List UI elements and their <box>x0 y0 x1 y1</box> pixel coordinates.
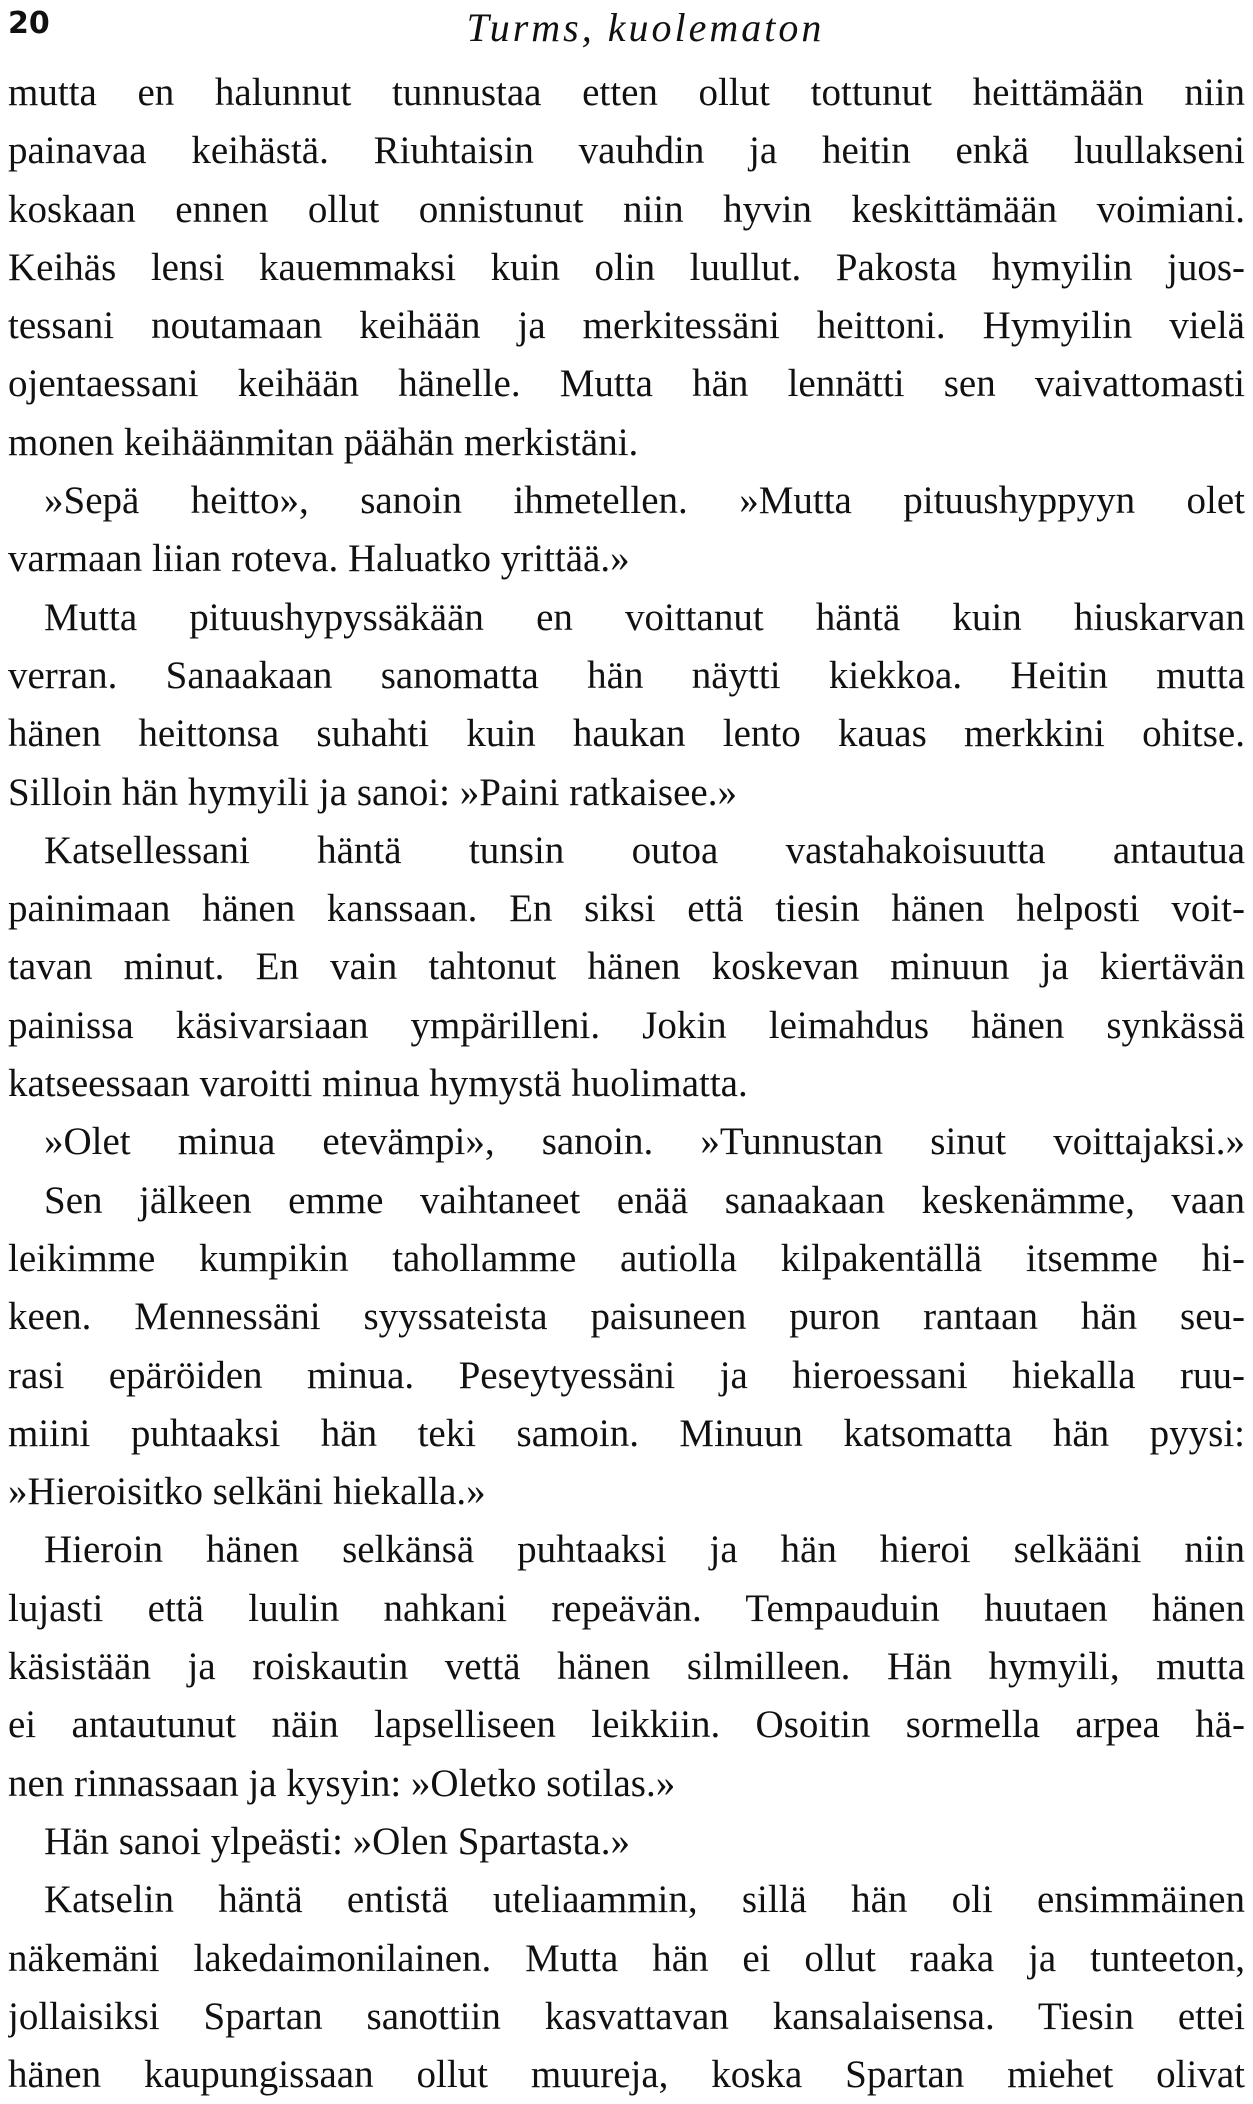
text-line: jollaisiksi Spartan sanottiin kasvattavan kansalaisensa. Tiesin ettei <box>8 1994 1245 2038</box>
text-line: ei antautunut näin lapselliseen leikkiin. Osoitin sormella arpea hä- <box>8 1703 1245 1747</box>
text-line: keen. Mennessäni syyssateista paisuneen puron rantaan hän seu- <box>8 1295 1245 1339</box>
text-line: hänen heittonsa suhahti kuin haukan lento kauas merkkini ohitse. <box>8 712 1245 756</box>
text-line: Hän sanoi ylpeästi: »Olen Spartasta.» <box>44 1819 630 1863</box>
text-line: verran. Sanaakaan sanomatta hän näytti kiekkoa. Heitin mutta <box>8 653 1245 697</box>
page-number: 20 <box>8 6 50 41</box>
text-line: mutta en halunnut tunnustaa etten ollut tottunut heittämään niin <box>8 71 1245 114</box>
text-line: monen keihäänmitan päähän merkistäni. <box>8 420 639 464</box>
text-line: Katselin häntä entistä uteliaammin, sillä hän oli ensimmäinen <box>44 1878 1245 1922</box>
text-line: Mutta pituushypyssäkään en voittanut häntä kuin hiuskarvan <box>44 595 1245 639</box>
text-line: miini puhtaaksi hän teki samoin. Minuun katsomatta hän pyysi: <box>8 1411 1245 1455</box>
text-line: painissa käsivarsiaan ympärilleni. Jokin leimahdus hänen synkässä <box>8 1003 1245 1047</box>
text-line: nen rinnassaan ja kysyin: »Oletko sotilas.» <box>8 1761 676 1805</box>
text-line: lujasti että luulin nahkani repeävän. Tempauduin huutaen hänen <box>8 1586 1245 1630</box>
text-line: Silloin hän hymyili ja sanoi: »Paini ratkaisee.» <box>8 770 737 814</box>
text-line: leikimme kumpikin tahollamme autiolla kilpakentällä itsemme hi- <box>8 1236 1245 1280</box>
text-line: painimaan hänen kanssaan. En siksi että tiesin hänen helposti voit- <box>8 887 1245 931</box>
text-line: hänen kaupungissaan ollut muureja, koska Spartan miehet olivat <box>8 2053 1245 2097</box>
text-line: koskaan ennen ollut onnistunut niin hyvin keskittämään voimiani. <box>8 187 1245 231</box>
text-line: rasi epäröiden minua. Peseytyessäni ja hieroessani hiekalla ruu- <box>8 1353 1245 1397</box>
text-line: tessani noutamaan keihään ja merkitessäni heittoni. Hymyilin vielä <box>8 304 1245 348</box>
text-line: Keihäs lensi kauemmaksi kuin olin luullut. Pakosta hymyilin juos- <box>8 245 1245 289</box>
text-line: näkemäni lakedaimonilainen. Mutta hän ei ollut raaka ja tunteeton, <box>8 1936 1245 1980</box>
page-header <box>8 4 1243 54</box>
text-line: katseessaan varoitti minua hymystä huolimatta. <box>8 1062 748 1106</box>
text-line: käsistään ja roiskautin vettä hänen silmilleen. Hän hymyili, mutta <box>8 1645 1245 1689</box>
text-line: »Sepä heitto», sanoin ihmetellen. »Mutta pituushyppyyn olet <box>44 479 1245 523</box>
text-line: tavan minut. En vain tahtonut hänen koskevan minuun ja kiertävän <box>8 945 1245 989</box>
text-line: »Hieroisitko selkäni hiekalla.» <box>8 1470 486 1514</box>
text-line: Sen jälkeen emme vaihtaneet enää sanaakaan keskenämme, vaan <box>44 1178 1245 1222</box>
text-line: varmaan liian roteva. Haluatko yrittää.» <box>8 537 630 581</box>
running-title: Turms, kuolematon <box>466 5 825 50</box>
text-line: Katsellessani häntä tunsin outoa vastahakoisuutta antautua <box>44 828 1245 872</box>
text-line: ojentaessani keihään hänelle. Mutta hän lennätti sen vaivattomasti <box>8 362 1245 406</box>
text-line: Hieroin hänen selkänsä puhtaaksi ja hän hieroi selkääni niin <box>44 1528 1245 1572</box>
text-line: painavaa keihästä. Riuhtaisin vauhdin ja heitin enkä luullakseni <box>8 129 1245 173</box>
body-text <box>8 64 1245 2104</box>
text-line: »Olet minua etevämpi», sanoin. »Tunnustan sinut voittajaksi.» <box>44 1120 1245 1164</box>
